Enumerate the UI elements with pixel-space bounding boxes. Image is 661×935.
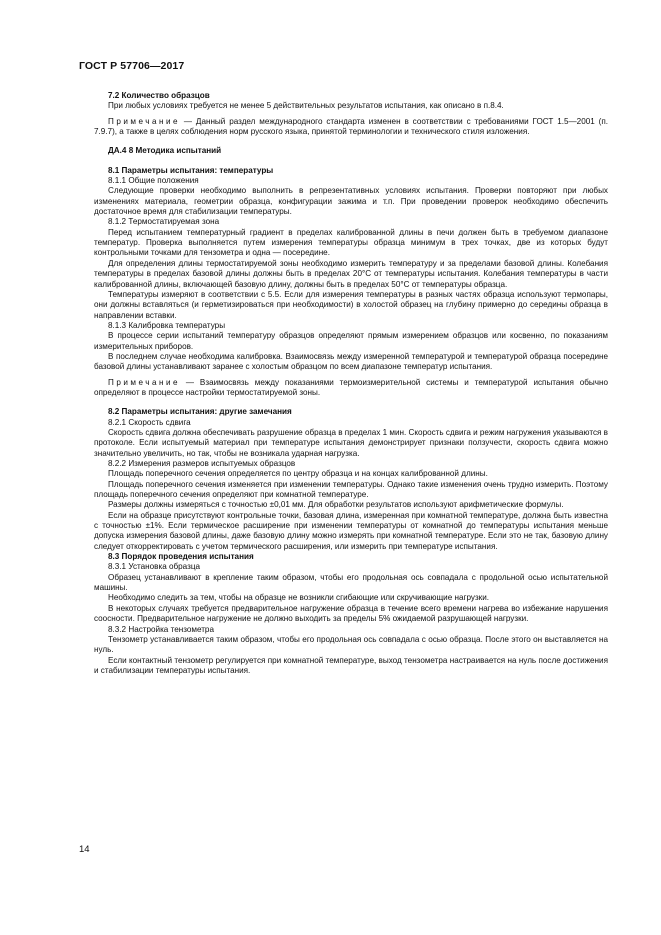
paragraph: Перед испытанием температурный градиент в пределах калиброванной длины в печи должен быть в требуемом диапазоне температур. Проверка выполняется путем измерения температуры образца минимум в трех точках, две из которых будут контрольными точками для тензометра и одна — посередине. [94, 227, 608, 258]
paragraph: Площадь поперечного сечения изменяется при изменении температуры. Однако такие изменения очень трудно измерить. Поэтому площадь поперечного сечения определяют при комнатной температуре. [94, 479, 608, 500]
subsection-8-3-1-title: 8.3.1 Установка образца [108, 562, 201, 572]
paragraph: Для определения длины термостатируемой зоны необходимо измерить температуру и за пределами базовой длины. Колебания температуры в пределах базовой длины должны быть в пределах 20°С от температуры испытания. Колебания температуры в части калиброванной длины, включающей базовую длину, должны быть в пределах 50°С от температуры образца. [94, 258, 608, 289]
paragraph: Тензометр устанавливается таким образом, чтобы его продольная ось совпадала с осью образца. После этого он выставляется на нуль. [94, 634, 608, 655]
paragraph: Следующие проверки необходимо выполнить в репрезентативных условиях испытания. Проверки повторяют при любых изменениях материала, геометрии образца, конфигурации зажима и т.п. При проведении проверок необходимо обеспечить достаточное время для стабилизации температуры. [94, 186, 608, 217]
section-7-2-title: 7.2 Количество образцов [108, 91, 210, 100]
section-da4-title: ДА.4 8 Методика испытаний [108, 146, 222, 156]
paragraph: Если контактный тензометр регулируется при комнатной температуре, выход тензометра настраивается на нуль после достижения и стабилизации температуры испытания. [94, 655, 608, 675]
section-7-2-note [94, 117, 608, 138]
subsection-8-1-3-title: 8.1.3 Калибровка температуры [108, 320, 226, 330]
note-text: — Данный раздел международного стандарта изменен в соответствии с требованиями ГОСТ 1.5—2001 (п. 7.9.7), а также в целях соблюдения норм русского языка, принятой терминологии и технического стиля изложения. [94, 116, 608, 137]
note-label: Примечание [108, 377, 181, 387]
page-number: 14 [79, 844, 90, 855]
paragraph: Необходимо следить за тем, чтобы на образце не возникли сгибающие или скручивающие нагрузки. [108, 593, 490, 603]
subsection-8-3-2-title: 8.3.2 Настройка тензометра [108, 624, 214, 634]
note-text: — Взаимосвязь между показаниями термоизмерительной системы и температурой испытания обычно определяют в процессе настройки термостатируемой зоны. [94, 377, 608, 397]
paragraph: Размеры должны измеряться с точностью ±0,01 мм. Для обработки результатов используют арифметические формулы. [108, 500, 564, 510]
section-7-2-paragraph: При любых условиях требуется не менее 5 действительных результатов испытания, как описано в п.8.4. [108, 101, 504, 111]
paragraph: В последнем случае необходима калибровка. Взаимосвязь между измеренной температурой и температурой образца посередине базовой длины устанавливают заранее с холостым образцом по всем диапазоне температур испытания. [94, 351, 608, 372]
section-8-1-note [94, 378, 608, 399]
subsection-8-1-1-title: 8.1.1 Общие положения [108, 176, 199, 186]
page-content [94, 91, 608, 676]
paragraph: В некоторых случаях требуется предварительное нагружение образца в течение всего времени нагрева во избежание нарушения соосности. Предварительное нагружение не должно выходить за пределы 5% ожидаемой разрушающей нагрузки. [94, 603, 608, 624]
section-8-1-title: 8.1 Параметры испытания: температуры [108, 165, 274, 175]
paragraph: Температуры измеряют в соответствии с 5.5. Если для измерения температуры в разных частях образца используют термопары, они должны вставляться (и герметизироваться при необходимости) в холостой образец на глубину примерно до середины образца в направлении вставки. [94, 289, 608, 320]
paragraph: Если на образце присутствуют контрольные точки, базовая длина, измеренная при комнатной температуре, должна быть известна с точностью ±1%. Если термическое расширение при изменении температуры от комнатной до температуры испытания меньше допуска измерения базовой длины, даже базовую длину можно измерять при комнатной температуре. Если это не так, базовую длину следует откорректировать с учетом термического расширения, или измерить при температуре испытания. [94, 510, 608, 551]
document-code: ГОСТ Р 57706—2017 [79, 60, 185, 72]
subsection-8-1-2-title: 8.1.2 Термостатируемая зона [108, 217, 220, 227]
paragraph: Образец устанавливают в крепление таким образом, чтобы его продольная ось совпадала с продольной осью испытательной машины. [94, 572, 608, 593]
paragraph: В процессе серии испытаний температуру образцов определяют прямым измерением образцов или косвенно, по показаниям измерительных приборов. [94, 331, 608, 351]
section-8-3-title: 8.3 Порядок проведения испытания [108, 552, 254, 562]
paragraph: Площадь поперечного сечения определяется по центру образца и на концах калиброванной длины. [108, 469, 488, 479]
paragraph: Скорость сдвига должна обеспечивать разрушение образца в пределах 1 мин. Скорость сдвига и режим нагружения указываются в протоколе. Если испытуемый материал при температуре испытания демонстрирует признаки ползучести, скорость сдвига можно значительно увеличить, но так, чтобы не возникала ударная нагрузка. [94, 427, 608, 458]
note-label: Примечание [108, 116, 181, 126]
subsection-8-2-1-title: 8.2.1 Скорость сдвига [108, 417, 191, 427]
section-8-2-title: 8.2 Параметры испытания: другие замечания [108, 407, 292, 417]
subsection-8-2-2-title: 8.2.2 Измерения размеров испытуемых образцов [108, 459, 296, 468]
